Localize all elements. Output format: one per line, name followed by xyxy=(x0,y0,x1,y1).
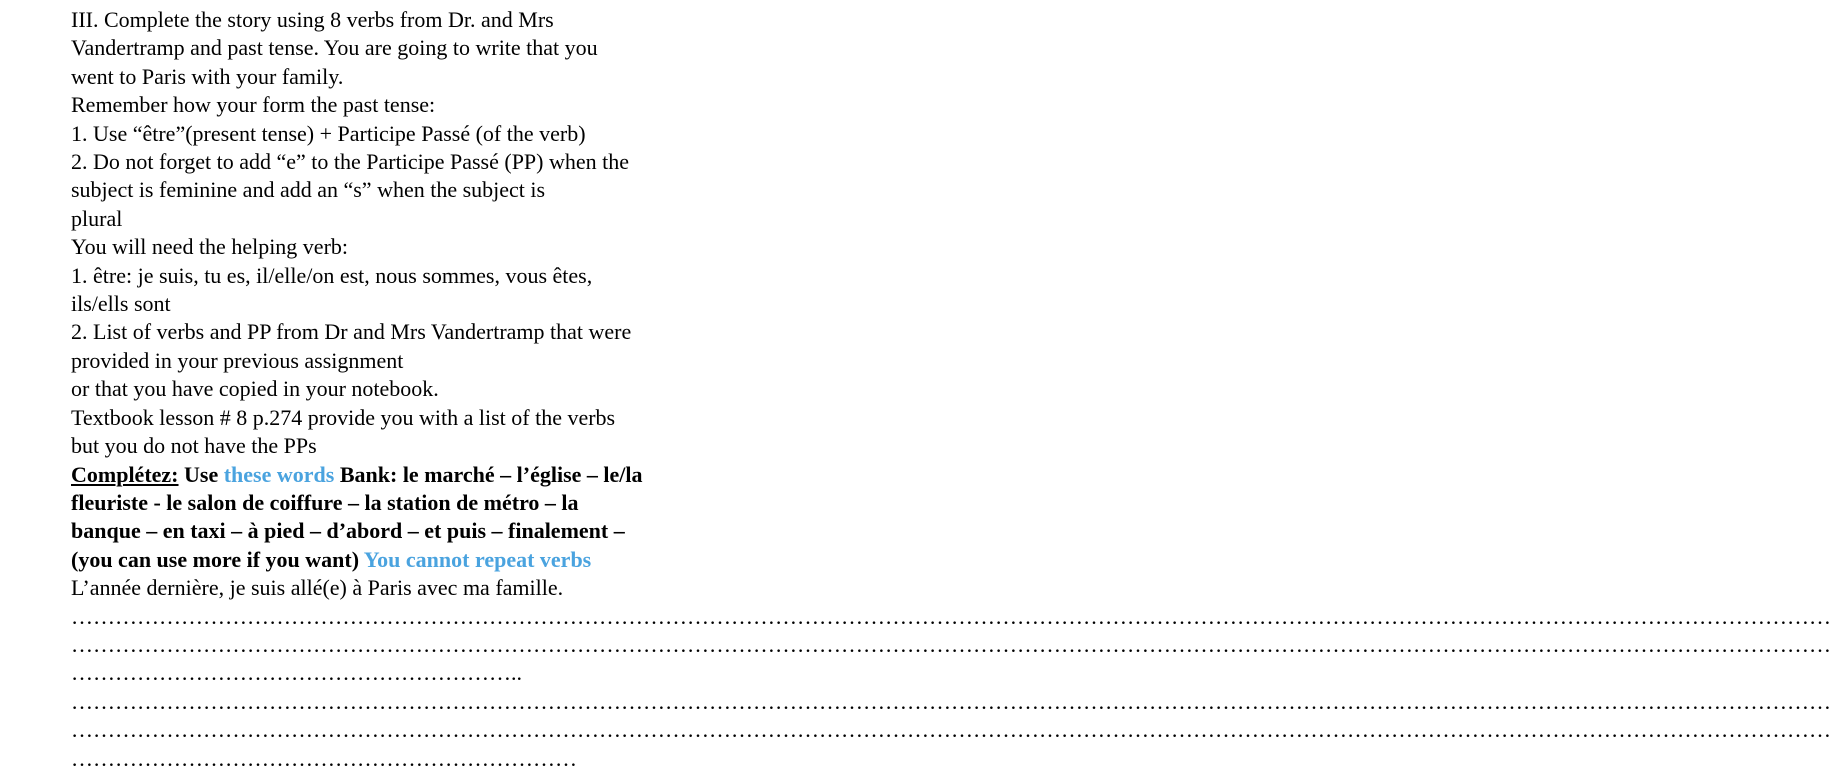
rule-2-line: 2. Do not forget to add “e” to the Participe Passé (PP) when the xyxy=(71,149,630,175)
remember-line: Remember how your form the past tense: xyxy=(71,92,436,118)
answer-blank-line[interactable]: …………………………………………………………………………………………………………………………………………………………………………………………………………………… xyxy=(71,688,1831,714)
rule-1: 1. Use “être”(present tense) + Participe Passé (of the verb) xyxy=(71,120,586,146)
completez-label: Complétez: xyxy=(71,461,179,487)
etre-line: 1. être: je suis, tu es, il/elle/on est, nous sommes, vous êtes, xyxy=(71,262,593,288)
answer-blank-line[interactable]: …………………………………………………………………………………………………………………………………………………………………………………………………………………… xyxy=(71,717,1831,743)
answer-blank-line[interactable]: …………………………………………………………… xyxy=(71,745,577,771)
word-bank-section xyxy=(71,461,721,575)
instructions-section xyxy=(71,6,721,461)
these-words-highlight: these words xyxy=(223,461,335,487)
etre-line: ils/ells sont xyxy=(71,291,171,317)
word-bank-line-1 xyxy=(71,461,721,489)
cannot-repeat-verbs: You cannot repeat verbs xyxy=(359,546,592,572)
word-bank-line-4 xyxy=(71,546,721,574)
title-line: Vandertramp and past tense. You are going to write that you xyxy=(71,35,598,61)
more-if-you-want: (you can use more if you want) xyxy=(71,546,360,572)
verb-list-line: or that you have copied in your notebook. xyxy=(71,376,439,402)
story-section xyxy=(71,574,1831,773)
helping-verb-line: You will need the helping verb: xyxy=(71,234,349,260)
verb-list-line: provided in your previous assignment xyxy=(71,347,404,373)
rule-2-line: subject is feminine and add an “s” when the subject is xyxy=(71,177,546,203)
worksheet-page xyxy=(71,6,1831,773)
story-opening: L’année dernière, je suis allé(e) à Paris avec ma famille. xyxy=(71,575,564,601)
textbook-line: but you do not have the PPs xyxy=(71,433,317,459)
verb-list-line: 2. List of verbs and PP from Dr and Mrs Vandertramp that were xyxy=(71,319,632,345)
answer-blank-line[interactable]: …………………………………………………………………………………………………………………………………………………………………………………………………………………… xyxy=(71,631,1831,657)
word-bank-line-2: fleuriste - le salon de coiffure – la station de métro – la xyxy=(71,489,579,515)
use-text: Use xyxy=(178,461,224,487)
word-bank-line-3: banque – en taxi – à pied – d’abord – et puis – finalement – xyxy=(71,518,625,544)
bank-start: Bank: le marché – l’église – le/la xyxy=(334,461,643,487)
title-line: went to Paris with your family. xyxy=(71,63,344,89)
answer-blank-line[interactable]: …………………………………………………………………………………………………………………………………………………………………………………………………………………… xyxy=(71,603,1831,629)
title-line: III. Complete the story using 8 verbs from Dr. and Mrs xyxy=(71,7,554,32)
rule-2-line: plural xyxy=(71,205,123,231)
textbook-line: Textbook lesson # 8 p.274 provide you with a list of the verbs xyxy=(71,404,616,430)
answer-blank-line[interactable]: …………………………………………………….. xyxy=(71,660,522,686)
